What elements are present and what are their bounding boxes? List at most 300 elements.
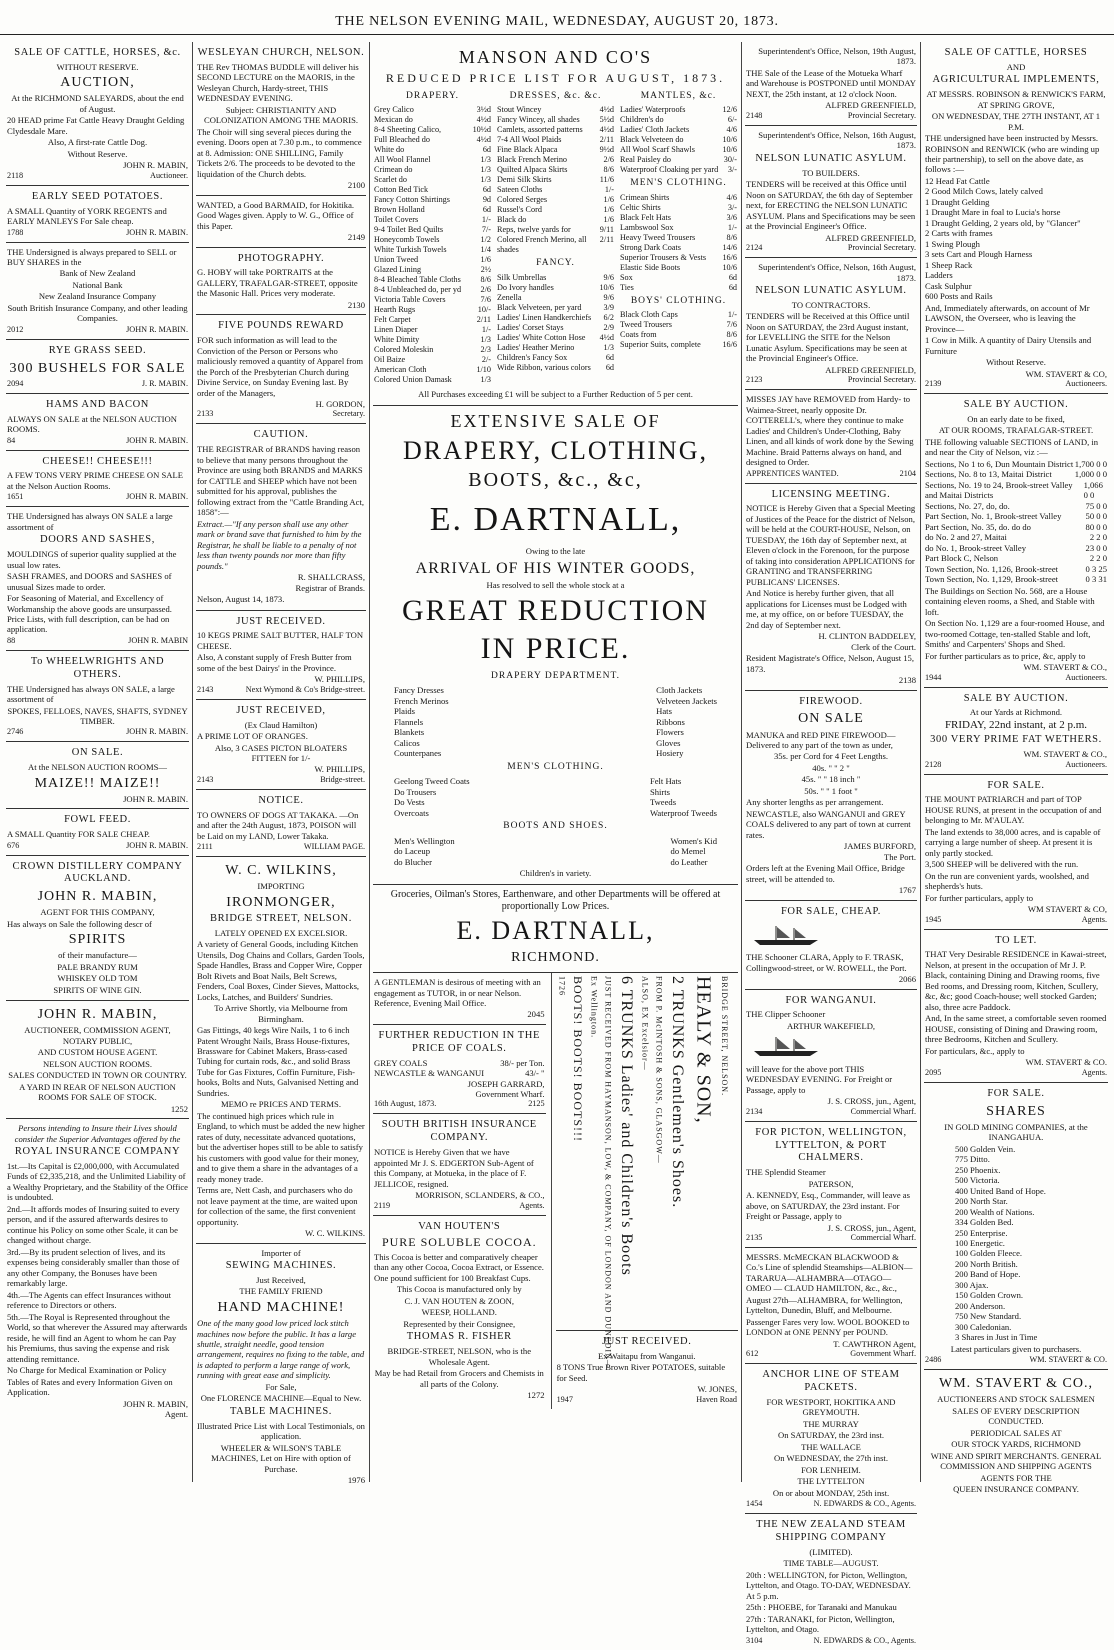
- item-name: Black Velveteen, per yard: [497, 302, 582, 312]
- ad-signature: ALFRED GREENFIELD,: [825, 100, 916, 111]
- ad-south-british: [373, 1114, 546, 1215]
- list-item: 100 Energetic.: [955, 1238, 1005, 1248]
- list-item: Blankets: [394, 727, 425, 738]
- ad-royal-insurance: [6, 1119, 189, 1423]
- ad-text: Terms are, Nett Cash, and purchasers who do not leave payment at the time, are waited upon for collection of the same, the first convenient opportunity.: [197, 1185, 358, 1227]
- price-row: [620, 263, 737, 273]
- ad-text: Orders left at the Evening Mail Office, Bridge street, will be attended to.: [746, 863, 905, 884]
- ad-title: 2 TRUNKS Gentlemen's Shoes.: [668, 976, 686, 1209]
- ad-heading: NELSON LUNATIC ASYLUM.: [755, 285, 907, 297]
- ad-butter: [196, 611, 366, 700]
- item-name: Union Tweed: [374, 255, 419, 265]
- item-name: Cotton Bed Tick: [374, 185, 429, 195]
- item-price: 1/-: [727, 222, 737, 232]
- ad-text: A SMALL Quantity FOR SALE CHEAP.: [7, 829, 150, 840]
- item-price: 1/-: [481, 215, 491, 225]
- ad-text: Also, 3 CASES PICTON BLOATERS FITTEEN for 1/-: [214, 742, 348, 763]
- price-row: [374, 245, 491, 255]
- ad-text: MESSRS. McMECKAN BLACKWOOD & Co.'s Line of splendid Steamships—ALBION—TARARUA—ALHAMBRA—OTAGO—OMEO — CLAUD HAMILTON, &c., &c.,: [746, 1252, 913, 1294]
- price-list-heading: BOYS' CLOTHING.: [630, 295, 727, 306]
- ad-signature: WM. STAVERT & CO.: [1029, 1355, 1107, 1365]
- list-item: 300 Caledonian.: [955, 1321, 1012, 1332]
- ad-text: TO CONTRACTORS.: [791, 299, 871, 310]
- ad-signature: J. S. CROSS, jun., Agent,: [827, 1222, 916, 1233]
- price-row: [374, 355, 491, 365]
- item-price: 7/6: [726, 320, 737, 330]
- ad-heading: SALE BY AUCTION.: [963, 399, 1069, 411]
- ad-text: One FLORENCE MACHINE—Equal to New.: [200, 1393, 362, 1404]
- item-price: 11/6: [599, 175, 614, 185]
- price-row: [374, 325, 491, 335]
- price-row: [497, 125, 614, 135]
- ad-role: Agents.: [1081, 1067, 1107, 1077]
- ad-heading: SOUTH BRITISH INSURANCE COMPANY.: [381, 1119, 537, 1144]
- ad-text: Ex Wellington.: [589, 976, 599, 1039]
- ad-number: 2125: [528, 1099, 545, 1109]
- price-row: [620, 135, 737, 145]
- sections-list: [925, 459, 1107, 585]
- item-price: 6d: [482, 145, 491, 155]
- item-price: 1/6: [603, 205, 614, 215]
- ad-text: This Cocoa is better and comparatively cheaper than any other Cocoa, Cocoa Extract, or Essence. One pound sufficient for 100 Breakfast Cups.: [374, 1251, 544, 1283]
- ad-number: 2045: [527, 1009, 545, 1020]
- ad-oranges: [196, 700, 366, 790]
- ad-licensing-meeting: [745, 484, 917, 691]
- ad-heading: SALE OF CATTLE, HORSES: [944, 47, 1088, 58]
- list-item: Ribbons: [656, 716, 685, 727]
- ad-shares: [6, 243, 189, 340]
- price-row: [620, 310, 737, 320]
- ad-text: QUEEN INSURANCE COMPANY.: [953, 1484, 1079, 1495]
- item-price: 2/6: [480, 285, 491, 295]
- item-name: Ladies' Linen Handkerchiefs: [497, 312, 592, 322]
- list-item: 12 Head Fat Cattle: [925, 175, 990, 186]
- ad-list-item: 2nd.—It affords modes of Insuring suited to every person, and if the assured afterwards desires to continue his Policy on some other Scale, it can be changed without charge.: [7, 1203, 180, 1246]
- price-row: [497, 155, 614, 165]
- ad-number: 2124: [746, 243, 763, 253]
- item-name: Ladies' Heather Merino: [497, 342, 575, 352]
- item-name: Colored Union Damask: [374, 375, 452, 385]
- item-name: All Wool Scarf Shawls: [620, 145, 695, 155]
- item-price: 1/-: [604, 185, 614, 195]
- list-item: 1 Draught Gelding, 2 years old, by "Glancer": [925, 217, 1081, 228]
- item-name: White do: [374, 145, 405, 155]
- ad-text: OUR STOCK YARDS, RICHMOND: [951, 1439, 1081, 1450]
- item-price: 4½d: [476, 115, 491, 125]
- ad-signature: J. S. CROSS, jun., Agent,: [827, 1096, 916, 1107]
- item-price: 3/-: [727, 165, 737, 175]
- ad-text: (LIMITED).: [809, 1546, 853, 1557]
- ad-number: 2119: [374, 1200, 391, 1210]
- ad-heading: FIREWOOD.: [799, 695, 863, 707]
- lower-right: [551, 973, 738, 1409]
- list-item: Shirts: [649, 786, 671, 797]
- ad-text: PATERSON,: [808, 1178, 854, 1189]
- drapery-department-list: [374, 685, 737, 758]
- ad-land-sections: [924, 394, 1108, 687]
- item-price: 2/11: [476, 315, 491, 325]
- ad-signature: W. PHILLIPS,: [314, 764, 365, 775]
- price-row: [497, 215, 614, 225]
- ad-text: SASH FRAMES, and DOORS and SASHES of unusual Sizes made to order.: [7, 571, 172, 592]
- list-item: 150 Golden Crown.: [955, 1290, 1024, 1301]
- price-row: [620, 223, 737, 233]
- ad-heading: EARLY SEED POTATOES.: [31, 190, 164, 202]
- ad-text: FRIDAY, 22nd instant, at 2 p.m.: [944, 718, 1088, 731]
- price-row: [497, 145, 614, 155]
- ad-role: Provincial Secretary.: [847, 243, 916, 253]
- ad-title: JOHN R. MABIN,: [37, 889, 158, 905]
- ad-text: August 27th—ALHAMBRA, for Wellington, Lyttelton, Dunedin, Bluff, and Melbourne.: [746, 1294, 903, 1316]
- ad-date: Resident Magistrate's Office, Nelson, August 15, 1873.: [746, 653, 914, 674]
- price-row: [374, 175, 491, 185]
- price-row: [374, 285, 491, 295]
- item-name: 8-4 Bleached Table Cloths: [374, 275, 461, 285]
- item-price: 1/-: [481, 325, 491, 335]
- section-row: [925, 501, 1107, 511]
- ad-title: MAIZE!! MAIZE!!: [34, 775, 161, 791]
- ad-role: Commercial Wharf.: [850, 1233, 916, 1242]
- price-row: [620, 283, 737, 293]
- item-name: Strong Dark Coats: [620, 242, 681, 252]
- list-item: do Memel: [670, 846, 706, 857]
- list-item: 3 sets Cart and Plough Harness: [925, 249, 1033, 260]
- section-name: Sections, No 1 to 6, Dun Mountain District: [925, 458, 1074, 469]
- ad-text: will leave for the above port THIS WEDNESDAY EVENING. For Freight or Passage, apply to: [746, 1063, 893, 1095]
- ad-text: This Cocoa is manufactured only by: [396, 1284, 522, 1295]
- list-item: 1 Swing Plough: [925, 238, 980, 249]
- price-row: [374, 145, 491, 155]
- list-item: Flannels: [394, 716, 424, 727]
- item-price: 8/6: [480, 275, 491, 285]
- list-item: 500 Victoria.: [955, 1175, 1000, 1186]
- item-name: Sox: [620, 272, 633, 282]
- list-item: Overcoats: [394, 807, 429, 818]
- ad-text: On Section No. 1,129 are a four-roomed House, and two-roomed Cottage, ten-stalled Stable and loft, Smiths' and Carpenters' Shops and Shed.: [925, 618, 1105, 650]
- price-row: [620, 340, 737, 350]
- section-row: [925, 469, 1107, 479]
- item-name: American Cloth: [374, 365, 427, 375]
- price-row: [374, 195, 491, 205]
- price-row: [497, 303, 614, 313]
- ad-number: 1726: [557, 976, 567, 997]
- ad-title: GREAT REDUCTION: [402, 593, 709, 627]
- ad-list-item: Tables of Rates and every Information Given on Application.: [7, 1376, 173, 1398]
- price-row: [374, 305, 491, 315]
- price-row: [374, 365, 491, 375]
- ad-signature: H. CLINTON BADDELEY,: [818, 631, 916, 642]
- ad-heading: THOMAS R. FISHER: [406, 1331, 512, 1343]
- ad-text: MANUKA and RED PINE FIREWOOD—Delivered to any part of the town as under,: [746, 729, 896, 750]
- item-name: White Turkish Towels: [374, 245, 447, 255]
- item-name: Superior Trousers & Vests: [620, 252, 707, 262]
- ad-seed-potatoes: [6, 186, 189, 243]
- masthead: THE NELSON EVENING MAIL, WEDNESDAY, AUGUST 20, 1873.: [0, 14, 1114, 35]
- item-name: Reps, twelve yards for: [497, 225, 571, 235]
- ad-cattle-auction: [6, 42, 189, 186]
- ad-number: 2135: [746, 1233, 763, 1242]
- price-row: [620, 115, 737, 125]
- section-area: 75 0 0: [1085, 500, 1107, 511]
- column-rule: [369, 42, 370, 1482]
- item-name: Glazed Lining: [374, 265, 422, 275]
- ad-role: Government Wharf.: [850, 1349, 916, 1359]
- item-name: Fine Black Alpaca: [497, 145, 558, 155]
- ad-number: 2148: [746, 110, 763, 120]
- item-price: 8/6: [726, 330, 737, 340]
- ad-text: WANTED, a Good BARMAID, for Hokitika. Good Wages given. Apply to W. G., Office of this Paper.: [197, 199, 355, 231]
- ad-text: Extract.—"If any person shall use any other mark or brand save that furnished to him by the Registrar, he shall be liable to a penalty of not less than twenty pounds nor more than fifty pounds.": [197, 518, 362, 571]
- list-item: 334 Golden Bed.: [955, 1217, 1014, 1228]
- item-price: 3/9: [603, 302, 614, 312]
- list-item: Do Trousers: [394, 786, 437, 797]
- price-row: [497, 293, 614, 303]
- ad-text: Passenger Fares very low. WOOL BOOKED to LONDON at ONE PENNY per POUND.: [746, 1316, 910, 1338]
- ad-text: THE Rev THOMAS BUDDLE will deliver his SECOND LECTURE on the MAORIS, in the Wesleyan Church, Hardy-street, THIS WEDNESDAY EVENING.: [197, 61, 359, 104]
- price-row: [374, 335, 491, 345]
- item-price: 6d: [482, 205, 491, 215]
- item-name: Camlets, assorted patterns: [497, 125, 583, 135]
- ad-text: THE undersigned have been instructed by Messrs. ROBINSON and RENWICK (who are winding up their partnership), to sell on the above date, as follows :—: [925, 133, 1100, 175]
- item-price: 4½d: [599, 332, 614, 342]
- price-row: [374, 235, 491, 245]
- ad-crown-distillery: [6, 856, 189, 1002]
- ad-text: WEESP, HOLLAND.: [421, 1307, 497, 1318]
- list-item: do Leather: [670, 856, 708, 867]
- list-item: 775 Ditto.: [955, 1154, 990, 1165]
- list-item: Hosiery: [656, 748, 684, 759]
- ad-mining-shares: [924, 1083, 1108, 1371]
- section-name: Sections, No. 8 to 13, Maitai District: [925, 469, 1052, 480]
- ad-role: Agent.: [164, 1409, 188, 1420]
- item-price: 3/6: [726, 212, 737, 222]
- ad-list-item: 40s. " " 2 ": [812, 762, 850, 773]
- ad-heading: PHOTOGRAPHY.: [237, 252, 325, 264]
- price-row: [620, 203, 737, 213]
- price-list-drapery: [374, 88, 491, 386]
- ad-heading: CHEESE!! CHEESE!!!: [42, 455, 153, 467]
- ad-signature: JOHN R. MABIN,: [123, 160, 188, 171]
- item-name: Tweed Trousers: [620, 320, 672, 330]
- ad-heading: FOR SALE, CHEAP.: [780, 905, 882, 917]
- list-item: 2 Carts with frames: [925, 228, 993, 239]
- ad-spring-grove-sale: [924, 42, 1108, 394]
- section-name: Part Section, No. 1, Brook-street Valley: [925, 511, 1062, 522]
- ad-date: 16th August, 1873.: [374, 1099, 437, 1109]
- list-item: Gloves: [656, 737, 681, 748]
- item-price: 2½: [480, 265, 491, 275]
- item-price: 4/6: [726, 192, 737, 202]
- ad-text: Any shorter lengths as per arrangement.: [746, 797, 884, 808]
- price-row: [497, 283, 614, 293]
- price-row: [620, 145, 737, 155]
- ad-title: ARRIVAL OF HIS WINTER GOODS,: [415, 559, 696, 577]
- ad-wheelwrights: [6, 651, 189, 743]
- item-price: 6/2: [603, 312, 614, 322]
- ad-for-wanganui: [745, 990, 917, 1122]
- item-name: Crimean do: [374, 165, 413, 175]
- ad-role: Agents.: [1081, 914, 1107, 924]
- list-item: Plaids: [394, 706, 416, 717]
- ad-number: 2134: [746, 1106, 763, 1116]
- price-row: [497, 165, 614, 175]
- list-item: Waterproof Tweeds: [649, 807, 717, 818]
- ad-text: LATELY OPENED EX EXCELSIOR.: [214, 927, 348, 938]
- item-price: 1/2: [480, 235, 491, 245]
- ad-dartnall-groceries: [373, 885, 738, 973]
- ad-signature: W. C. WILKINS.: [305, 1228, 365, 1239]
- ad-list-item: 20th : WELLINGTON, for Picton, Wellington, Lyttelton, and Otago. TO-DAY, WEDNESDAY. At 5 p.m.: [746, 1569, 911, 1601]
- ad-list-item: PALE BRANDY RUM: [57, 961, 138, 972]
- ad-number: 2149: [347, 232, 365, 243]
- ad-role: Provincial Secretary.: [847, 110, 916, 120]
- ad-heading: SEWING MACHINES.: [225, 1260, 337, 1272]
- item-price: 4½d: [599, 105, 614, 115]
- ad-number: 2066: [898, 974, 916, 985]
- ad-text: For particulars, &c., apply to: [925, 1045, 1025, 1056]
- ad-list-item: 25th : PHOEBE, for Taranaki and Manukau: [746, 1602, 897, 1613]
- item-price: 16/6: [722, 252, 737, 262]
- ad-text: AT OUR ROOMS, TRAFALGAR-STREET.: [938, 425, 1094, 436]
- ad-text: A YARD IN REAR OF NELSON AUCTION ROOMS FOR SALE OF STOCK.: [19, 1081, 176, 1103]
- item-name: Hearth Rugs: [374, 305, 416, 315]
- list-item: Fancy Dresses: [394, 685, 444, 696]
- ad-signature: JOHN R. MABIN.: [126, 492, 188, 502]
- ad-fowl-feed: [6, 809, 189, 855]
- ad-text: TO OWNERS OF DOGS AT TAKAKA. —On and after the 24th August, 1873, POISON will be Laid on my LAND, Lower Takaka.: [197, 809, 359, 841]
- item-price: 1/3: [480, 165, 491, 175]
- list-item: 250 Enterprise.: [955, 1227, 1008, 1238]
- ad-text: 3,500 SHEEP will be delivered with the run.: [925, 859, 1079, 870]
- ad-manson-price-list: [373, 42, 738, 406]
- ad-to-let: [924, 930, 1108, 1083]
- ad-number: 2143: [197, 774, 214, 784]
- ad-text: 1 Cow in Milk. A quantity of Dairy Utensils and Furniture: [925, 335, 1092, 356]
- price-row: [497, 353, 614, 363]
- ad-heading: FOWL FEED.: [64, 814, 131, 826]
- list-item: 750 New Standard.: [955, 1311, 1022, 1322]
- ad-hams-bacon: [6, 394, 189, 451]
- item-name: Scarlet do: [374, 175, 407, 185]
- ad-heading: FIVE POUNDS REWARD: [218, 320, 344, 332]
- column-rule: [192, 42, 193, 1482]
- item-name: Black Cloth Caps: [620, 310, 678, 320]
- ad-barmaid-wanted: [196, 196, 366, 248]
- price-row: [497, 205, 614, 215]
- ad-heading: HAMS AND BACON: [46, 398, 149, 410]
- item-price: 9/11: [599, 225, 614, 235]
- ad-heading: ROYAL INSURANCE COMPANY: [14, 1146, 181, 1158]
- price-row: [374, 255, 491, 265]
- list-right: [656, 685, 717, 758]
- ad-list-item: Bank of New Zealand: [59, 268, 136, 279]
- ad-text: The land extends to 38,000 acres, and is capable of carrying a large number of sheep. At present it is only partly stocked.: [925, 826, 1101, 858]
- ad-text: AUCTIONEERS AND STOCK SALESMEN: [937, 1394, 1095, 1405]
- ad-list-item: South British Insurance Company, and other leading Companies.: [7, 302, 188, 324]
- list-item: Calicos: [394, 737, 420, 748]
- ad-list-item: THE MURRAY: [803, 1418, 859, 1429]
- price-row: [374, 135, 491, 145]
- ad-text: Latest particulars given to purchasers.: [950, 1343, 1082, 1354]
- ad-text: THE Sale of the Lease of the Motueka Wharf and Warehouse is POSTPONED until MONDAY NEXT, the 25th instant, at 12 o'clock Noon.: [746, 67, 916, 99]
- ad-text: Persons intending to Insure their Lives should consider the Superior Advantages offered by the: [14, 1123, 181, 1144]
- ad-text: For further particulars, apply to: [925, 892, 1034, 903]
- ad-signature: WM STAVERT & CO,: [1027, 904, 1107, 915]
- section-row: [925, 574, 1107, 584]
- item-price: 6d: [728, 282, 737, 292]
- ad-text: At our Yards at Richmond.: [969, 707, 1063, 718]
- list-item: Velveteen Jackets: [656, 695, 717, 706]
- item-name: Ladies' Waterproofs: [620, 105, 686, 115]
- ad-signature: JOHN R. MABIN.: [126, 227, 188, 237]
- ad-number: 1272: [527, 1390, 545, 1401]
- ad-text: THE Undersigned has always ON SALE a large assortment of: [7, 511, 173, 532]
- ad-text: At the NELSON AUCTION ROOMS—: [28, 762, 167, 773]
- price-row: [374, 155, 491, 165]
- ad-title: 6 TRUNKS Ladies' and Children's Boots: [617, 976, 635, 1276]
- item-name: Fancy Wincey, all shades: [497, 115, 580, 125]
- price-row: [620, 273, 737, 283]
- ad-heading: RYE GRASS SEED.: [48, 344, 147, 356]
- ad-heading: FOR SALE.: [987, 1087, 1045, 1099]
- price-row: [374, 265, 491, 275]
- ad-title: WM. STAVERT & CO.,: [939, 1376, 1093, 1392]
- list-item: Tweeds: [649, 797, 677, 808]
- item-name: Lambswool Sox: [620, 222, 674, 232]
- section-area: 0 3 31: [1085, 574, 1107, 585]
- item-price: 1/3: [480, 375, 491, 385]
- section-row: [925, 564, 1107, 574]
- ad-heading: THE NEW ZEALAND STEAM SHIPPING COMPANY: [756, 1519, 906, 1544]
- ad-signature: JOHN R. MABIN.: [126, 324, 188, 334]
- price-list-heading: FANCY.: [536, 258, 575, 269]
- item-price: 5½d: [599, 115, 614, 125]
- ad-heading: BRIDGE STREET, NELSON.: [210, 912, 352, 924]
- section-area: 0 3 25: [1085, 563, 1107, 574]
- item-name: Zenella: [497, 292, 522, 302]
- ad-title: 300 BUSHELS FOR SALE: [9, 360, 186, 376]
- ad-number: 1976: [347, 1475, 365, 1486]
- ad-wesleyan-church: [196, 42, 366, 196]
- ad-signature: N. EDWARDS & CO., Agents.: [813, 1635, 916, 1645]
- ad-signature: WILLIAM PAGE.: [303, 842, 365, 852]
- ad-text: Children's in variety.: [519, 868, 592, 879]
- item-price: 7/-: [481, 225, 491, 235]
- ad-number: 1788: [7, 227, 24, 237]
- section-name: Part Block C, Nelson: [925, 553, 999, 564]
- ad-photography: [196, 248, 366, 316]
- column-3: [373, 42, 738, 1482]
- ad-heading: WESLEYAN CHURCH, NELSON.: [197, 47, 365, 58]
- item-price: 4/6: [726, 125, 737, 135]
- item-name: Colored Serges: [497, 195, 548, 205]
- item-name: Black Felt Hats: [620, 212, 671, 222]
- price-row: [497, 333, 614, 343]
- item-price: 3/-: [727, 202, 737, 212]
- ad-heading: REDUCED PRICE LIST FOR AUGUST, 1873.: [385, 70, 726, 85]
- section-area: 1,066 0 0: [1083, 479, 1103, 501]
- ad-role: Auctioneer.: [150, 170, 188, 180]
- ad-signature: WM. STAVERT & CO,: [1025, 368, 1107, 379]
- item-price: 14/6: [722, 242, 737, 252]
- list-item: 1 Draught Mare in foal to Lucia's horse: [925, 207, 1061, 218]
- ad-text: AND: [1006, 61, 1026, 72]
- item-name: Felt Carpet: [374, 315, 411, 325]
- ad-text: PERIODICAL SALES AT: [970, 1427, 1062, 1438]
- ad-text: MEMO re PRICES AND TERMS.: [221, 1099, 341, 1110]
- ad-signature: JOHN R. MABIN.: [126, 727, 188, 737]
- ad-number: 1252: [170, 1103, 188, 1114]
